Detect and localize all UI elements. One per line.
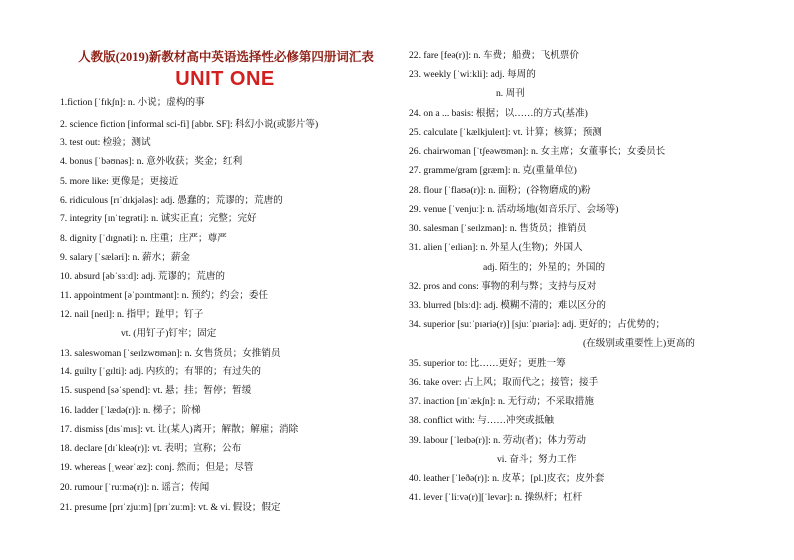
vocab-entry: 41. lever [ˈliːvə(r)][ˈlevər]: n. 操纵杆；杠杆 <box>409 492 583 503</box>
vocab-entry: 23. weekly [ˈwiːkli]: adj. 每周的 <box>409 69 536 80</box>
vocab-entry: 31. alien [ˈeɪliən]: n. 外星人(生物)；外国人 <box>409 242 583 253</box>
vocab-entry: 27. gramme/gram [græm]: n. 克(重量单位) <box>409 165 577 176</box>
vocab-entry: 30. salesman [ˈseɪlzmən]: n. 售货员；推销员 <box>409 223 587 234</box>
unit-heading: UNIT ONE <box>175 68 275 90</box>
vocab-entry: 28. flour [ˈflaʊə(r)]: n. 面粉；(谷物磨成的)粉 <box>409 185 591 196</box>
vocab-entry: 5. more like: 更像是；更接近 <box>60 176 179 187</box>
vocab-entry: 39. labour [ˈleɪbə(r)]: n. 劳动(者)；体力劳动 <box>409 435 586 446</box>
vocab-entry-continuation: vt. (用钉子)钉牢；固定 <box>121 328 217 339</box>
vocab-entry: 12. nail [neɪl]: n. 指甲；趾甲；钉子 <box>60 309 204 320</box>
vocab-entry: 32. pros and cons: 事物的利与弊；支持与反对 <box>409 281 597 292</box>
vocab-entry: 26. chairwoman [ˈtʃeəwʊmən]: n. 女主席；女董事长；女委员长 <box>409 146 666 157</box>
vocab-entry: 36. take over: 占上风；取而代之；接管；接手 <box>409 377 599 388</box>
vocab-entry: 4. bonus [ˈbəʊnəs]: n. 意外收获；奖金；红利 <box>60 156 243 167</box>
vocab-entry: 2. science fiction [informal sci-fi] [abbr. SF]: 科幻小说(或影片等) <box>60 119 319 130</box>
vocab-entry: 20. rumour [ˈruːmə(r)]: n. 谣言；传闻 <box>60 482 210 493</box>
vocab-entry-continuation: adj. 陌生的；外星的；外国的 <box>483 262 606 273</box>
vocab-entry: 35. superior to: 比……更好；更胜一筹 <box>409 358 566 369</box>
vocab-entry: 14. guilty [ˈgɪlti]: adj. 内疚的；有罪的；有过失的 <box>60 366 261 377</box>
page-title: 人教版(2019)新教材高中英语选择性必修第四册词汇表 <box>78 50 374 64</box>
vocab-entry: 16. ladder [ˈlædə(r)]: n. 梯子；阶梯 <box>60 405 201 416</box>
vocab-entry: 24. on a ... basis: 根据；以……的方式(基准) <box>409 108 588 119</box>
vocab-entry: 22. fare [feə(r)]: n. 车费；船费；飞机票价 <box>409 50 579 61</box>
vocab-entry: 17. dismiss [dɪsˈmɪs]: vt. 让(某人)离开；解散；解雇；消除 <box>60 424 299 435</box>
vocab-entry: 1.fiction [ˈfɪkʃn]: n. 小说；虚构的事 <box>60 97 205 108</box>
vocab-entry: 33. blurred [blɜːd]: adj. 模糊不清的；难以区分的 <box>409 300 606 311</box>
vocab-entry: 11. appointment [əˈpɔɪntmənt]: n. 预约；约会；委任 <box>60 290 269 301</box>
vocab-entry: 15. suspend [səˈspend]: vt. 悬；挂；暂停；暂缓 <box>60 385 252 396</box>
vocab-entry: 6. ridiculous [rɪˈdɪkjələs]: adj. 愚蠢的；荒谬的；荒唐的 <box>60 195 283 206</box>
vocab-entry: 25. calculate [ˈkælkjuleɪt]: vt. 计算；核算；预测 <box>409 127 602 138</box>
vocab-entry: 8. dignity [ˈdɪgnəti]: n. 庄重；庄严；尊严 <box>60 233 227 244</box>
vocab-entry: 37. inaction [ɪnˈækʃn]: n. 无行动；不采取措施 <box>409 396 594 407</box>
vocab-entry: 19. whereas [ˌweərˈæz]: conj. 然而；但是；尽管 <box>60 462 254 473</box>
vocab-entry: 21. presume [prɪˈzjuːm] [prɪˈzuːm]: vt. & vi. 假设；假定 <box>60 502 281 513</box>
vocab-entry-continuation: n. 周刊 <box>496 88 525 99</box>
vocab-entry: 38. conflict with: 与……冲突或抵触 <box>409 415 554 426</box>
vocab-entry: 34. superior [suːˈpɪəriə(r)] [sjuːˈpɪəriə]: adj. 更好的；占优势的； <box>409 319 666 330</box>
vocab-entry: 3. test out: 检验；测试 <box>60 137 151 148</box>
vocab-entry-continuation: vi. 奋斗；努力工作 <box>497 454 577 465</box>
vocab-entry: 40. leather [ˈleðə(r)]: n. 皮革；[pl.]皮衣；皮外套 <box>409 473 605 484</box>
vocab-entry: 13. saleswoman [ˈseɪlzwʊmən]: n. 女售货员；女推销员 <box>60 348 281 359</box>
vocab-entry-continuation: (在级别或重要性上)更高的 <box>583 338 695 349</box>
vocab-entry: 10. absurd [əbˈsɜːd]: adj. 荒谬的；荒唐的 <box>60 271 225 282</box>
vocab-entry: 9. salary [ˈsæləri]: n. 薪水；薪金 <box>60 252 191 263</box>
vocab-entry: 18. declare [dɪˈkleə(r)]: vt. 表明；宣称；公布 <box>60 443 242 454</box>
vocab-entry: 7. integrity [ɪnˈtegrəti]: n. 诚实正直；完整；完好 <box>60 213 257 224</box>
vocab-entry: 29. venue [ˈvenjuː]: n. 活动场地(如音乐厅、会场等) <box>409 204 619 215</box>
